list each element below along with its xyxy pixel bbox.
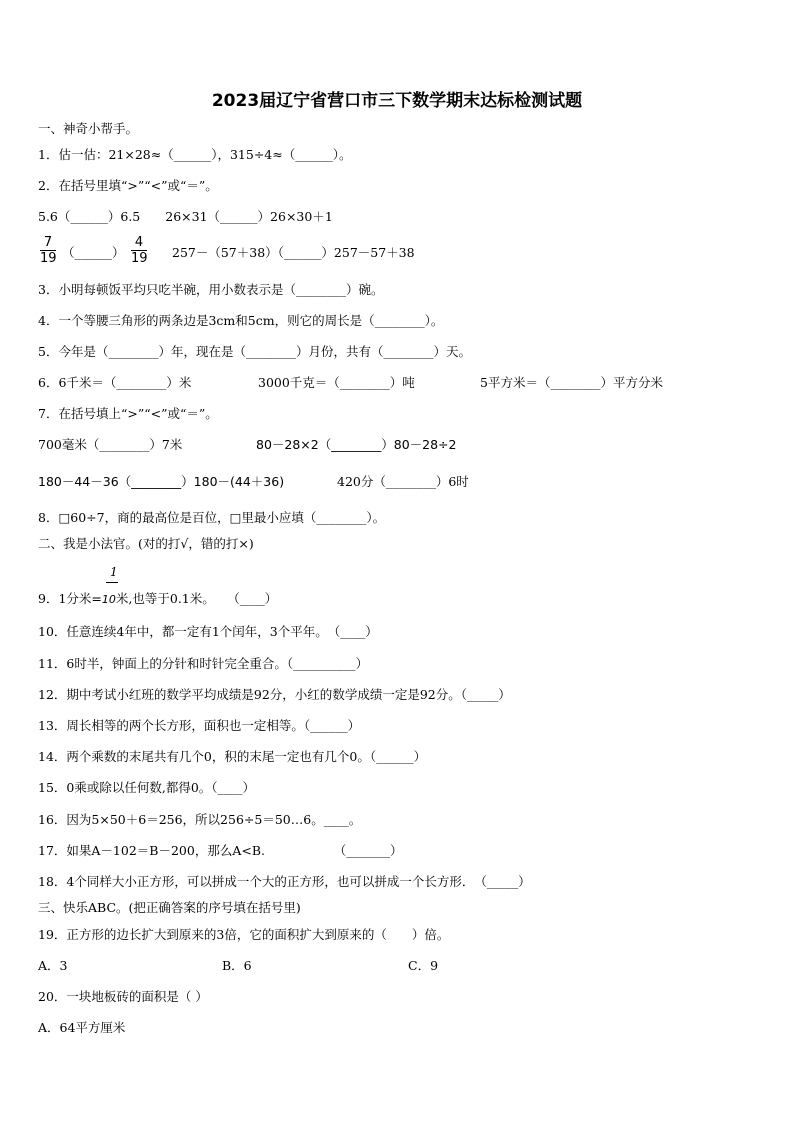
question-20-option-a: A．64平方厘米 bbox=[38, 1020, 126, 1035]
question-4: 4．一个等腰三角形的两条边是3cm和5cm，则它的周长是（________）。 bbox=[38, 313, 444, 328]
question-7: 7．在括号填上“>”“<”或“＝”。 bbox=[38, 406, 218, 421]
question-19-option-b: B．6 bbox=[222, 958, 252, 973]
question-15: 15．0乘或除以任何数,都得0。（____） bbox=[38, 780, 256, 795]
fraction-numerator: 7 bbox=[43, 235, 53, 250]
question-11: 11．6时半，钟面上的分针和时针完全重合。（__________） bbox=[38, 656, 369, 671]
question-6-b: 3000千克＝（________）吨 bbox=[258, 375, 415, 390]
question-2: 2．在括号里填“>”“<”或“＝”。 bbox=[38, 178, 218, 193]
question-19-option-a: A．3 bbox=[38, 958, 68, 973]
fraction-denominator: 19 bbox=[40, 251, 57, 266]
fraction-7-19 bbox=[40, 235, 56, 266]
fraction-4-19 bbox=[131, 235, 147, 266]
fraction-denominator: 19 bbox=[131, 251, 148, 266]
fraction-denominator: 10 bbox=[101, 593, 116, 606]
question-5: 5．今年是（________）年，现在是（________）月份，共有（________）天。 bbox=[38, 344, 471, 359]
question-7-row-1-b: 80－28×2（________）80－28÷2 bbox=[256, 437, 457, 452]
question-8: 8．□60÷7，商的最高位是百位，□里最小应填（________）。 bbox=[38, 510, 386, 525]
section-3-header: 三、快乐ABC。(把正确答案的序号填在括号里) bbox=[38, 900, 301, 915]
question-12: 12．期中考试小红班的数学平均成绩是92分，小红的数学成绩一定是92分。（_____） bbox=[38, 687, 511, 702]
question-20: 20．一块地板砖的面积是（ ） bbox=[38, 989, 208, 1004]
question-17: 17．如果A－102＝B－200，那么A<B. （_______） bbox=[38, 843, 403, 858]
question-7-row-1-a: 700毫米（________）7米 bbox=[38, 437, 183, 452]
question-2-row-2-blank: （______） bbox=[62, 245, 125, 260]
question-2-row-2-rest: 257－（57＋38）（______）257－57＋38 bbox=[172, 245, 415, 260]
question-19-option-c: C．9 bbox=[408, 958, 439, 973]
fraction-numerator: 1 bbox=[110, 565, 118, 579]
question-14: 14．两个乘数的末尾共有几个0，积的末尾一定也有几个0。（______） bbox=[38, 749, 427, 764]
question-6-a: 6．6千米＝（________）米 bbox=[38, 375, 192, 390]
fraction-numerator: 4 bbox=[134, 235, 144, 250]
section-2-header: 二、我是小法官。(对的打√，错的打×) bbox=[38, 536, 254, 551]
question-6-c: 5平方米＝（________）平方分米 bbox=[480, 375, 663, 390]
question-19: 19．正方形的边长扩大到原来的3倍，它的面积扩大到原来的（ ）倍。 bbox=[38, 927, 450, 942]
question-10: 10．任意连续4年中，都一定有1个闰年，3个平年。 （____） bbox=[38, 624, 378, 639]
question-2-row-1: 5.6（______）6.5 26×31（______）26×30＋1 bbox=[38, 209, 333, 224]
question-18: 18．4个同样大小正方形，可以拼成一个大的正方形，也可以拼成一个长方形． （_____） bbox=[38, 874, 531, 889]
question-7-row-2-b: 420分（________）6时 bbox=[337, 474, 469, 489]
question-1: 1．估一估：21×28≈（______），315÷4≈（______）。 bbox=[38, 147, 352, 162]
section-1-header: 一、神奇小帮手。 bbox=[38, 121, 139, 136]
page-title: 2023届辽宁省营口市三下数学期末达标检测试题 bbox=[211, 91, 583, 111]
question-16: 16．因为5×50＋6＝256，所以256÷5＝50…6。____。 bbox=[38, 812, 362, 827]
question-9 bbox=[38, 590, 277, 609]
question-13: 13．周长相等的两个长方形，面积也一定相等。（______） bbox=[38, 718, 361, 733]
question-3: 3．小明每顿饭平均只吃半碗，用小数表示是（________）碗。 bbox=[38, 282, 384, 297]
question-9-prefix: 9．1分米= bbox=[38, 591, 102, 606]
question-7-row-2-a: 180－44－36（________）180－(44＋36) bbox=[38, 474, 285, 489]
question-9-suffix: 米,也等于0.1米。 （____） bbox=[115, 591, 278, 606]
